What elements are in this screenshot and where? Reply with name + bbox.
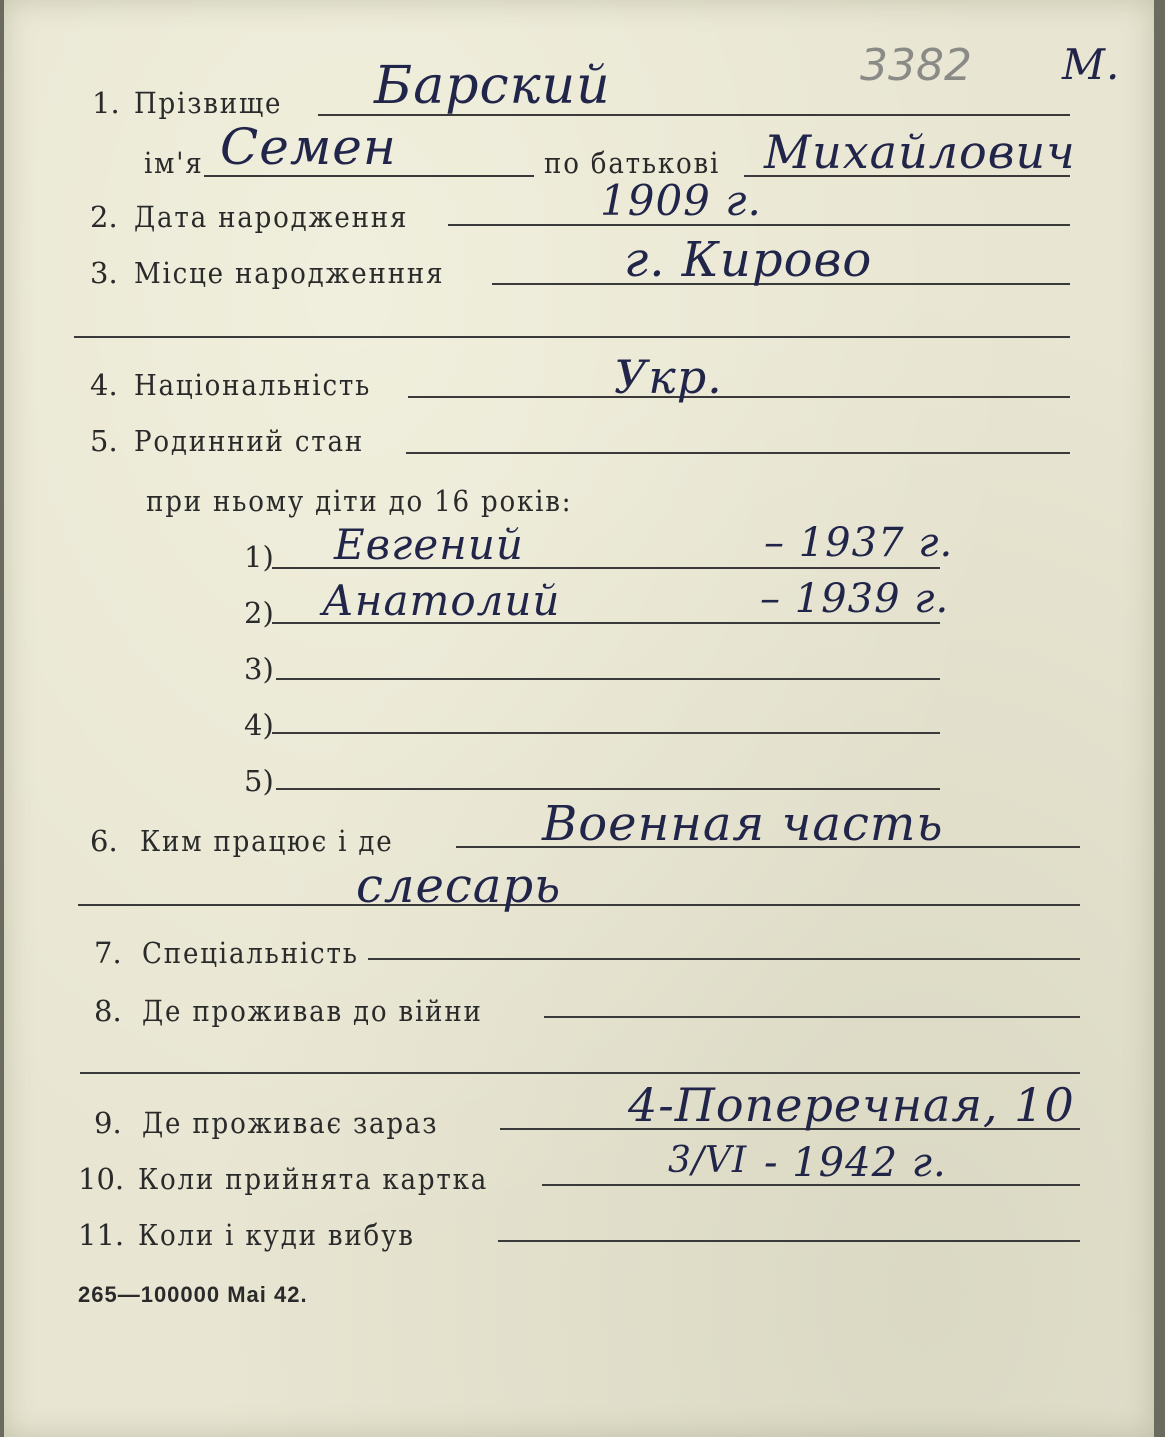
first-name-value: Семен (220, 118, 397, 176)
child-number: 5) (244, 764, 274, 798)
children-heading: при ньому діти до 16 років: (146, 484, 573, 518)
child-line (276, 788, 940, 790)
nationality-value: Укр. (614, 350, 723, 404)
child-number: 2) (244, 596, 274, 630)
child-year: – 1937 г. (764, 520, 954, 566)
prewar-residence-line-2 (80, 1072, 1080, 1074)
surname-value: Барский (374, 56, 611, 116)
prewar-residence-line (544, 1016, 1080, 1018)
departed-line (498, 1240, 1080, 1242)
child-line (272, 732, 940, 734)
child-number: 4) (244, 708, 274, 742)
work-value: Военная часть (542, 796, 944, 852)
field-number: 9. (94, 1106, 122, 1140)
child-name: Евгений (334, 520, 524, 569)
birth-place-label: Місце народженння (134, 256, 445, 290)
archive-number: 3382 (860, 40, 972, 91)
card-accepted-label: Коли прийнята картка (138, 1162, 489, 1196)
child-number: 3) (244, 652, 274, 686)
surname-label: Прізвище (134, 86, 283, 120)
field-number: 8. (94, 994, 122, 1028)
work-label: Ким працює і де (140, 824, 394, 858)
family-status-label: Родинний стан (134, 424, 365, 458)
birth-date-label: Дата народження (134, 200, 409, 234)
family-status-line (406, 452, 1070, 454)
patronymic-label: по батькові (544, 146, 721, 180)
child-line (276, 678, 940, 680)
field-number: 1. (92, 86, 120, 120)
birth-date-value: 1909 г. (600, 176, 762, 225)
patronymic-value: Михайлович (764, 125, 1076, 179)
field-number: 5. (90, 424, 118, 458)
child-name: Анатолий (322, 576, 561, 625)
child-number: 1) (244, 540, 274, 574)
birth-place-value: г. Кирово (624, 232, 873, 288)
nationality-line (408, 396, 1070, 398)
field-number: 6. (90, 824, 118, 858)
field-number: 11. (78, 1218, 125, 1252)
archive-letter: М. (1062, 40, 1121, 89)
child-year: – 1939 г. (760, 576, 950, 622)
field-number: 2. (90, 200, 118, 234)
specialty-label: Спеціальність (142, 936, 359, 970)
field-number: 7. (94, 936, 122, 970)
field-number: 10. (78, 1162, 125, 1196)
current-residence-value: 4-Поперечная, 10 (628, 1078, 1075, 1132)
first-name-label: ім'я (144, 146, 204, 180)
card-accepted-year: - 1942 г. (764, 1140, 947, 1186)
current-residence-label: Де проживає зараз (142, 1106, 439, 1140)
nationality-label: Національність (134, 368, 372, 402)
registration-card (4, 0, 1154, 1437)
field-number: 4. (90, 368, 118, 402)
work-line-2 (78, 904, 1080, 906)
departed-label: Коли і куди вибув (138, 1218, 415, 1252)
work-value-2: слесарь (356, 858, 562, 914)
specialty-line (368, 958, 1080, 960)
prewar-residence-label: Де проживав до війни (142, 994, 483, 1028)
birth-place-line-2 (74, 336, 1070, 338)
print-run-note: 265—100000 Mai 42. (78, 1282, 308, 1307)
card-accepted-day: 3/VI (668, 1140, 748, 1181)
field-number: 3. (90, 256, 118, 290)
